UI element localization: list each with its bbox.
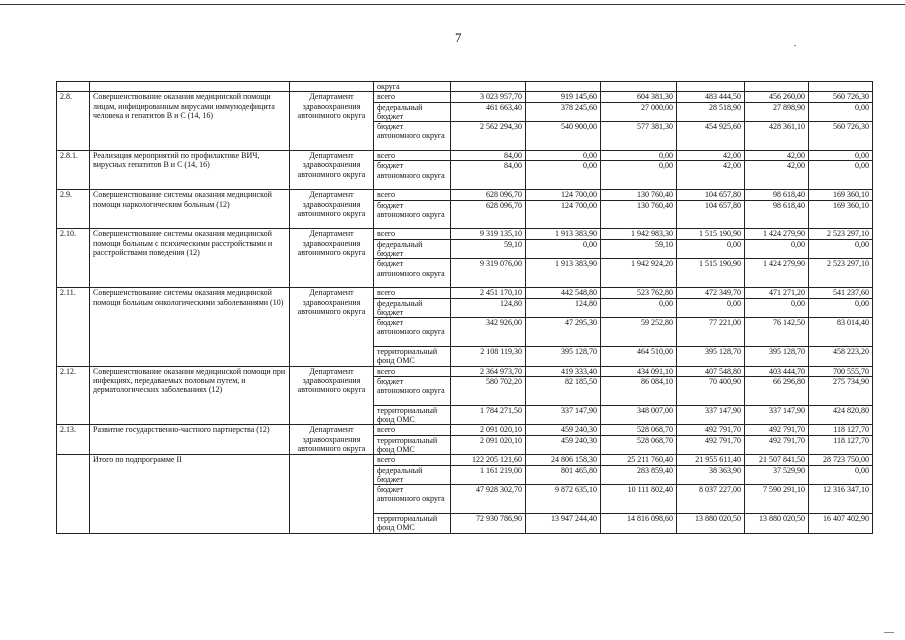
page-number: 7 <box>455 30 462 45</box>
empty-cell <box>809 82 873 92</box>
department-cell: Департамент здравоохранения автономного округа <box>290 288 374 366</box>
amount-cell: 577 381,30 <box>601 122 677 151</box>
amount-cell: 403 444,70 <box>745 366 809 376</box>
amount-cell: 0,00 <box>809 161 873 190</box>
amount-cell: 59 252,80 <box>601 318 677 347</box>
funding-source-cell: бюджет автономного округа <box>374 485 451 514</box>
scan-speck <box>884 632 894 633</box>
funding-source-cell: территориальный фонд ОМС <box>374 435 451 455</box>
amount-cell: 104 657,80 <box>677 200 745 229</box>
amount-cell: 275 734,90 <box>809 376 873 405</box>
amount-cell: 25 211 760,40 <box>601 455 677 465</box>
amount-cell: 528 068,70 <box>601 435 677 455</box>
amount-cell: 458 223,20 <box>809 347 873 367</box>
amount-cell: 0,00 <box>809 151 873 161</box>
amount-cell: 472 349,70 <box>677 288 745 298</box>
amount-cell: 395 128,70 <box>526 347 601 367</box>
item-name-cell: Реализация мероприятий по профилактике ВИЧ, вирусных гепатитов В и С (14, 16) <box>90 151 290 190</box>
amount-cell: 528 068,70 <box>601 425 677 435</box>
amount-cell: 424 820,80 <box>809 405 873 425</box>
amount-cell: 7 590 291,10 <box>745 485 809 514</box>
table-row <box>57 288 873 298</box>
funding-source-cell: федеральный бюджет <box>374 102 451 122</box>
table-row <box>57 92 873 102</box>
amount-cell: 9 872 635,10 <box>526 485 601 514</box>
amount-cell: 395 128,70 <box>677 347 745 367</box>
empty-cell <box>451 82 526 92</box>
amount-cell: 1 424 279,90 <box>745 229 809 239</box>
amount-cell: 13 880 020,50 <box>745 514 809 534</box>
amount-cell: 560 726,30 <box>809 122 873 151</box>
amount-cell: 77 221,00 <box>677 318 745 347</box>
scan-edge-line <box>0 4 905 5</box>
amount-cell: 83 014,40 <box>809 318 873 347</box>
amount-cell: 42,00 <box>677 161 745 190</box>
amount-cell: 395 128,70 <box>745 347 809 367</box>
amount-cell: 337 147,90 <box>526 405 601 425</box>
funding-source-cell: всего <box>374 455 451 465</box>
amount-cell: 428 361,10 <box>745 122 809 151</box>
amount-cell: 16 407 402,90 <box>809 514 873 534</box>
scan-speck <box>794 45 796 46</box>
empty-cell <box>57 82 90 92</box>
amount-cell: 492 791,70 <box>745 435 809 455</box>
amount-cell: 464 510,00 <box>601 347 677 367</box>
funding-source-cell: бюджет автономного округа <box>374 318 451 347</box>
funding-source-cell: территориальный фонд ОМС <box>374 405 451 425</box>
funding-source-cell: всего <box>374 366 451 376</box>
amount-cell: 1 161 219,00 <box>451 465 526 485</box>
item-name-cell: Совершенствование системы оказания медицинской помощи больным онкологическими заболеваниями (10) <box>90 288 290 366</box>
amount-cell: 0,00 <box>526 151 601 161</box>
amount-cell: 604 381,30 <box>601 92 677 102</box>
amount-cell: 27 000,00 <box>601 102 677 122</box>
amount-cell: 1 515 190,90 <box>677 259 745 288</box>
amount-cell: 0,00 <box>526 161 601 190</box>
amount-cell: 0,00 <box>601 161 677 190</box>
program-budget-table <box>56 81 873 534</box>
amount-cell: 1 942 924,20 <box>601 259 677 288</box>
amount-cell: 2 523 297,10 <box>809 259 873 288</box>
department-cell: Департамент здравоохранения автономного округа <box>290 366 374 425</box>
table-row <box>57 455 873 465</box>
funding-source-cell: территориальный фонд ОМС <box>374 514 451 534</box>
amount-cell: 2 091 020,10 <box>451 435 526 455</box>
funding-source-cell: бюджет автономного округа <box>374 122 451 151</box>
amount-cell: 0,00 <box>809 102 873 122</box>
amount-cell: 0,00 <box>745 298 809 318</box>
amount-cell: 348 007,00 <box>601 405 677 425</box>
amount-cell: 82 185,50 <box>526 376 601 405</box>
empty-cell <box>601 82 677 92</box>
amount-cell: 169 360,10 <box>809 190 873 200</box>
amount-cell: 801 465,80 <box>526 465 601 485</box>
amount-cell: 454 925,60 <box>677 122 745 151</box>
funding-source-cell: федеральный бюджет <box>374 465 451 485</box>
funding-source-cell: территориальный фонд ОМС <box>374 347 451 367</box>
amount-cell: 76 142,50 <box>745 318 809 347</box>
item-name-cell: Совершенствование системы оказания медицинской помощи больным с психическими расстройствами и расстройствами поведения (12) <box>90 229 290 288</box>
amount-cell: 483 444,50 <box>677 92 745 102</box>
amount-cell: 2 562 294,30 <box>451 122 526 151</box>
amount-cell: 442 548,80 <box>526 288 601 298</box>
department-cell: Департамент здравоохранения автономного округа <box>290 92 374 151</box>
item-name-cell: Совершенствование оказания медицинской помощи лицам, инфицированным вирусами иммунодефицита человека и гепатитов В и С (14, 16) <box>90 92 290 151</box>
funding-source-cell: бюджет автономного округа <box>374 259 451 288</box>
amount-cell: 59,10 <box>451 239 526 259</box>
amount-cell: 0,00 <box>809 239 873 259</box>
amount-cell: 1 424 279,90 <box>745 259 809 288</box>
amount-cell: 2 451 170,10 <box>451 288 526 298</box>
empty-cell <box>90 82 290 92</box>
amount-cell: 42,00 <box>745 161 809 190</box>
amount-cell: 72 930 786,90 <box>451 514 526 534</box>
amount-cell: 42,00 <box>745 151 809 161</box>
amount-cell: 122 205 121,60 <box>451 455 526 465</box>
amount-cell: 118 127,70 <box>809 435 873 455</box>
amount-cell: 471 271,20 <box>745 288 809 298</box>
item-code-cell: 2.8.1. <box>57 151 90 190</box>
funding-source-cell: федеральный бюджет <box>374 239 451 259</box>
amount-cell: 540 900,00 <box>526 122 601 151</box>
amount-cell: 124 700,00 <box>526 200 601 229</box>
amount-cell: 560 726,30 <box>809 92 873 102</box>
amount-cell: 1 913 383,90 <box>526 229 601 239</box>
funding-source-cell: бюджет автономного округа <box>374 376 451 405</box>
funding-source-cell: бюджет автономного округа <box>374 200 451 229</box>
funding-source-cell: всего <box>374 151 451 161</box>
amount-cell: 0,00 <box>809 465 873 485</box>
amount-cell: 3 023 957,70 <box>451 92 526 102</box>
amount-cell: 21 955 611,40 <box>677 455 745 465</box>
amount-cell: 1 913 383,90 <box>526 259 601 288</box>
amount-cell: 2 108 119,30 <box>451 347 526 367</box>
item-code-cell: 2.9. <box>57 190 90 229</box>
amount-cell: 38 363,90 <box>677 465 745 485</box>
empty-cell <box>290 82 374 92</box>
table-row <box>57 190 873 200</box>
amount-cell: 12 316 347,10 <box>809 485 873 514</box>
amount-cell: 492 791,70 <box>677 435 745 455</box>
funding-source-cell: всего <box>374 425 451 435</box>
amount-cell: 342 926,00 <box>451 318 526 347</box>
item-code-cell: 2.8. <box>57 92 90 151</box>
amount-cell: 9 319 135,10 <box>451 229 526 239</box>
empty-cell <box>745 82 809 92</box>
amount-cell: 28 723 750,00 <box>809 455 873 465</box>
amount-cell: 407 548,80 <box>677 366 745 376</box>
funding-source-cell: округа <box>374 82 451 92</box>
amount-cell: 10 111 802,40 <box>601 485 677 514</box>
item-name-cell: Совершенствование системы оказания медицинской помощи наркологическим больным (12) <box>90 190 290 229</box>
amount-cell: 541 237,60 <box>809 288 873 298</box>
amount-cell: 27 898,90 <box>745 102 809 122</box>
item-code-cell: 2.12. <box>57 366 90 425</box>
amount-cell: 419 333,40 <box>526 366 601 376</box>
amount-cell: 456 260,00 <box>745 92 809 102</box>
amount-cell: 84,00 <box>451 151 526 161</box>
empty-cell <box>677 82 745 92</box>
amount-cell: 47 295,30 <box>526 318 601 347</box>
amount-cell: 1 784 271,50 <box>451 405 526 425</box>
item-code-cell: 2.10. <box>57 229 90 288</box>
amount-cell: 42,00 <box>677 151 745 161</box>
table-row <box>57 425 873 435</box>
amount-cell: 98 618,40 <box>745 200 809 229</box>
amount-cell: 14 816 098,60 <box>601 514 677 534</box>
amount-cell: 492 791,70 <box>745 425 809 435</box>
amount-cell: 492 791,70 <box>677 425 745 435</box>
amount-cell: 461 663,40 <box>451 102 526 122</box>
item-code-cell: 2.11. <box>57 288 90 366</box>
item-code-cell: 2.13. <box>57 425 90 455</box>
table-row <box>57 366 873 376</box>
amount-cell: 2 091 020,10 <box>451 425 526 435</box>
amount-cell: 130 760,40 <box>601 190 677 200</box>
item-name-cell: Совершенствование оказания медицинской помощи при инфекциях, передаваемых половым путем, и дерматологических заболеваниях (12) <box>90 366 290 425</box>
table-row-continuation <box>57 82 873 92</box>
amount-cell: 9 319 076,00 <box>451 259 526 288</box>
amount-cell: 523 762,80 <box>601 288 677 298</box>
amount-cell: 628 096,70 <box>451 190 526 200</box>
amount-cell: 0,00 <box>745 239 809 259</box>
empty-cell <box>526 82 601 92</box>
amount-cell: 0,00 <box>601 298 677 318</box>
amount-cell: 28 518,90 <box>677 102 745 122</box>
amount-cell: 13 947 244,40 <box>526 514 601 534</box>
item-name-cell: Развитие государственно-частного партнерства (12) <box>90 425 290 455</box>
department-cell: Департамент здравоохранения автономного округа <box>290 190 374 229</box>
amount-cell: 337 147,90 <box>677 405 745 425</box>
amount-cell: 13 880 020,50 <box>677 514 745 534</box>
funding-source-cell: всего <box>374 288 451 298</box>
amount-cell: 434 091,10 <box>601 366 677 376</box>
amount-cell: 169 360,10 <box>809 200 873 229</box>
amount-cell: 21 507 841,50 <box>745 455 809 465</box>
funding-source-cell: всего <box>374 229 451 239</box>
amount-cell: 378 245,60 <box>526 102 601 122</box>
amount-cell: 104 657,80 <box>677 190 745 200</box>
amount-cell: 283 859,40 <box>601 465 677 485</box>
amount-cell: 2 364 973,70 <box>451 366 526 376</box>
amount-cell: 8 037 227,00 <box>677 485 745 514</box>
amount-cell: 124,80 <box>451 298 526 318</box>
amount-cell: 0,00 <box>677 239 745 259</box>
amount-cell: 118 127,70 <box>809 425 873 435</box>
amount-cell: 86 084,10 <box>601 376 677 405</box>
amount-cell: 628 096,70 <box>451 200 526 229</box>
amount-cell: 459 240,30 <box>526 425 601 435</box>
amount-cell: 0,00 <box>677 298 745 318</box>
table-row <box>57 151 873 161</box>
amount-cell: 66 296,80 <box>745 376 809 405</box>
amount-cell: 130 760,40 <box>601 200 677 229</box>
amount-cell: 59,10 <box>601 239 677 259</box>
amount-cell: 0,00 <box>526 239 601 259</box>
amount-cell: 337 147,90 <box>745 405 809 425</box>
department-cell <box>290 455 374 533</box>
department-cell: Департамент здравоохранения автономного округа <box>290 151 374 190</box>
amount-cell: 580 702,20 <box>451 376 526 405</box>
amount-cell: 84,00 <box>451 161 526 190</box>
amount-cell: 47 928 302,70 <box>451 485 526 514</box>
amount-cell: 98 618,40 <box>745 190 809 200</box>
department-cell: Департамент здравоохранения автономного округа <box>290 229 374 288</box>
funding-source-cell: федеральный бюджет <box>374 298 451 318</box>
department-cell: Департамент здравоохранения автономного округа <box>290 425 374 455</box>
funding-source-cell: бюджет автономного округа <box>374 161 451 190</box>
amount-cell: 459 240,30 <box>526 435 601 455</box>
amount-cell: 37 529,90 <box>745 465 809 485</box>
amount-cell: 1 942 983,30 <box>601 229 677 239</box>
amount-cell: 124 700,00 <box>526 190 601 200</box>
amount-cell: 0,00 <box>809 298 873 318</box>
amount-cell: 919 145,60 <box>526 92 601 102</box>
funding-source-cell: всего <box>374 190 451 200</box>
amount-cell: 0,00 <box>601 151 677 161</box>
item-code-cell <box>57 455 90 533</box>
funding-source-cell: всего <box>374 92 451 102</box>
amount-cell: 2 523 297,10 <box>809 229 873 239</box>
table-row <box>57 229 873 239</box>
amount-cell: 1 515 190,90 <box>677 229 745 239</box>
amount-cell: 700 555,70 <box>809 366 873 376</box>
amount-cell: 70 400,90 <box>677 376 745 405</box>
amount-cell: 124,80 <box>526 298 601 318</box>
amount-cell: 24 806 158,30 <box>526 455 601 465</box>
item-name-cell: Итого по подпрограмме II <box>90 455 290 533</box>
